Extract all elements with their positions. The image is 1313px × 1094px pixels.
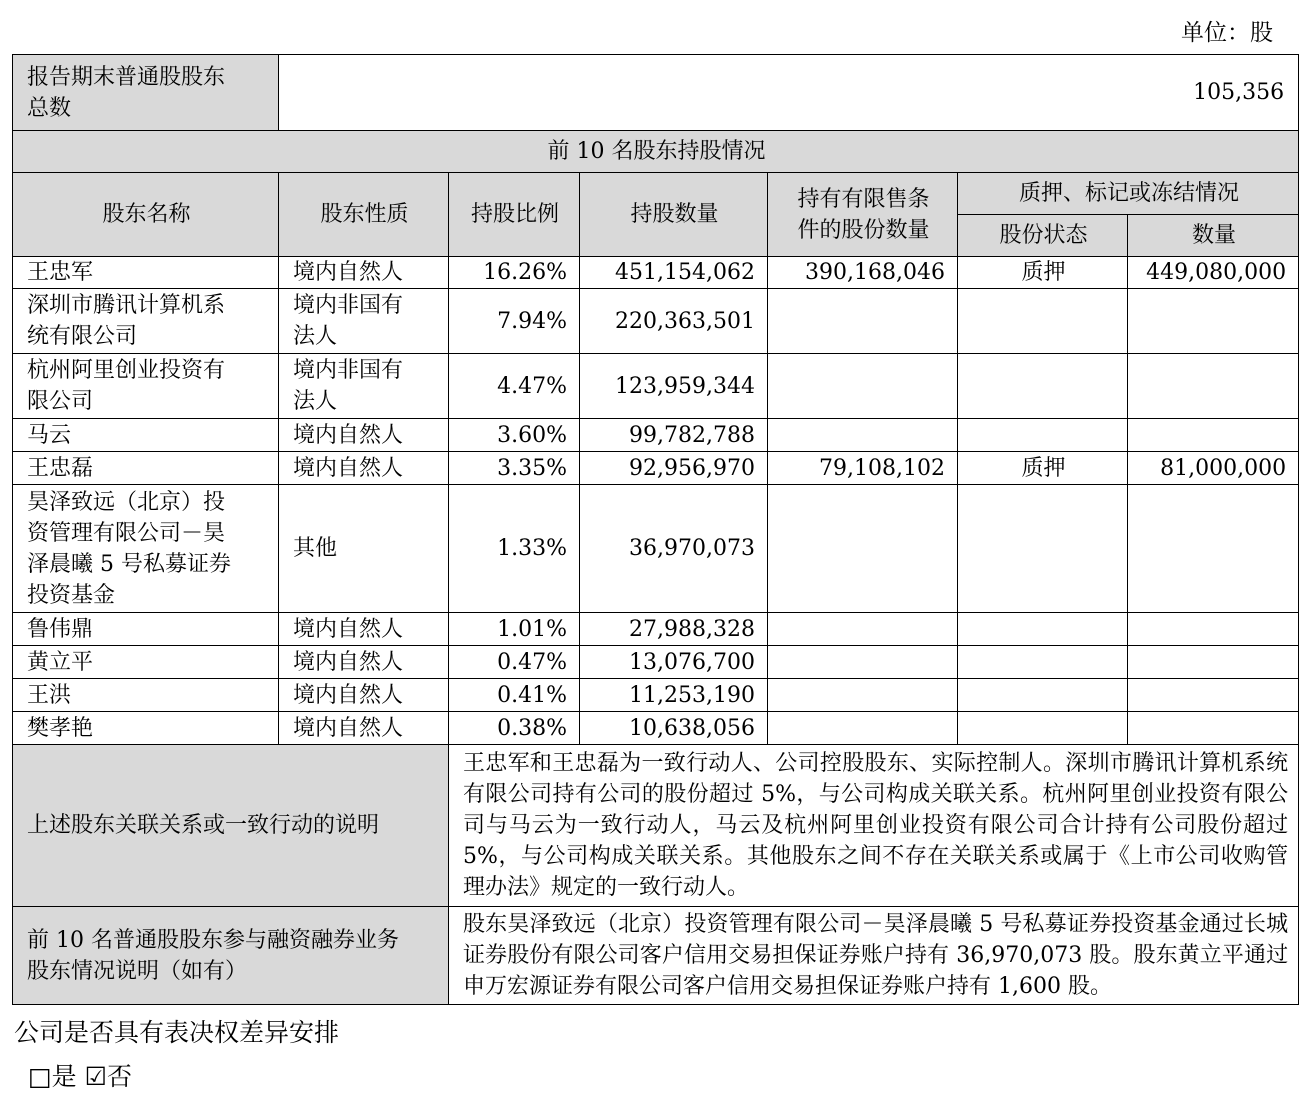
shareholder-row (13, 485, 1299, 613)
pledge-status (958, 419, 1128, 452)
shareholder-name: 鲁伟鼎 (13, 613, 279, 646)
pledge-status (958, 613, 1128, 646)
shareholding-quantity: 451,154,062 (580, 257, 768, 289)
relation-note-label: 上述股东关联关系或一致行动的说明 (13, 745, 449, 907)
shareholding-ratio: 16.26% (449, 257, 580, 289)
pledge-quantity (1128, 289, 1299, 354)
pledge-quantity (1128, 419, 1299, 452)
shareholder-name: 昊泽致远（北京）投 资管理有限公司－昊 泽晨曦 5 号私募证券 投资基金 (13, 485, 279, 613)
shareholding-ratio: 3.35% (449, 452, 580, 485)
pledge-status (958, 712, 1128, 745)
shareholder-nature: 境内自然人 (279, 712, 449, 745)
header-pledge-qty: 数量 (1128, 215, 1299, 257)
restricted-quantity (768, 354, 958, 419)
voting-rights-options: □是 ☑否 (28, 1062, 132, 1091)
shareholder-nature: 境内非国有 法人 (279, 289, 449, 354)
shareholding-quantity: 220,363,501 (580, 289, 768, 354)
pledge-status: 质押 (958, 452, 1128, 485)
shareholder-nature: 境内自然人 (279, 419, 449, 452)
restricted-quantity (768, 419, 958, 452)
restricted-quantity (768, 646, 958, 679)
pledge-quantity (1128, 354, 1299, 419)
pledge-status (958, 289, 1128, 354)
shareholder-name: 深圳市腾讯计算机系 统有限公司 (13, 289, 279, 354)
shareholding-ratio: 1.33% (449, 485, 580, 613)
shareholding-quantity: 92,956,970 (580, 452, 768, 485)
pledge-quantity (1128, 646, 1299, 679)
shareholding-ratio: 3.60% (449, 419, 580, 452)
total-shareholders-value: 105,356 (279, 55, 1299, 131)
shareholding-quantity: 27,988,328 (580, 613, 768, 646)
header-ratio: 持股比例 (449, 173, 580, 257)
total-shareholders-row (13, 55, 1299, 131)
restricted-quantity: 390,168,046 (768, 257, 958, 289)
shareholder-name: 黄立平 (13, 646, 279, 679)
shareholder-row (13, 257, 1299, 289)
relation-note-text: 王忠军和王忠磊为一致行动人、公司控股股东、实际控制人。深圳市腾讯计算机系统有限公司持有公司的股份超过 5%，与公司构成关联关系。杭州阿里创业投资有限公司与马云为一致行动人，马云及杭州阿里创业投资有限公司合计持有公司股份超过 5%，与公司构成关联关系。其他股东之间不存在关联关系或属于《上市公司收购管理办法》规定的一致行动人。 (449, 745, 1299, 907)
shareholder-nature: 境内自然人 (279, 452, 449, 485)
shareholding-ratio: 1.01% (449, 613, 580, 646)
pledge-status (958, 679, 1128, 712)
shareholder-nature: 其他 (279, 485, 449, 613)
shareholder-row (13, 613, 1299, 646)
pledge-status (958, 354, 1128, 419)
shareholder-row (13, 452, 1299, 485)
shareholder-name: 马云 (13, 419, 279, 452)
shareholding-quantity: 11,253,190 (580, 679, 768, 712)
restricted-quantity (768, 289, 958, 354)
shareholding-quantity: 99,782,788 (580, 419, 768, 452)
header-quantity: 持股数量 (580, 173, 768, 257)
pledge-status (958, 485, 1128, 613)
margin-note-text: 股东昊泽致远（北京）投资管理有限公司－昊泽晨曦 5 号私募证券投资基金通过长城证券股份有限公司客户信用交易担保证券账户持有 36,970,073 股。股东黄立平通过申万宏源证券有限公司客户信用交易担保证券账户持有 1,600 股。 (449, 907, 1299, 1005)
shareholding-ratio: 7.94% (449, 289, 580, 354)
pledge-status: 质押 (958, 257, 1128, 289)
shareholder-name: 王洪 (13, 679, 279, 712)
header-pledge-status: 股份状态 (958, 215, 1128, 257)
shareholder-nature: 境内非国有 法人 (279, 354, 449, 419)
restricted-quantity (768, 613, 958, 646)
pledge-quantity (1128, 485, 1299, 613)
relation-note-row (13, 745, 1299, 907)
header-pledge-group: 质押、标记或冻结情况 (958, 173, 1299, 215)
header-nature: 股东性质 (279, 173, 449, 257)
unit-label: 单位：股 (1181, 20, 1273, 46)
pledge-quantity (1128, 712, 1299, 745)
shareholding-quantity: 36,970,073 (580, 485, 768, 613)
pledge-quantity (1128, 679, 1299, 712)
shareholder-row (13, 289, 1299, 354)
shareholding-ratio: 4.47% (449, 354, 580, 419)
shareholder-row (13, 646, 1299, 679)
header-row-1 (13, 173, 1299, 215)
shareholding-quantity: 123,959,344 (580, 354, 768, 419)
shareholding-ratio: 0.38% (449, 712, 580, 745)
shareholding-ratio: 0.47% (449, 646, 580, 679)
pledge-quantity: 81,000,000 (1128, 452, 1299, 485)
top10-title: 前 10 名股东持股情况 (13, 131, 1299, 173)
header-name: 股东名称 (13, 173, 279, 257)
header-restricted: 持有有限售条 件的股份数量 (768, 173, 958, 257)
shareholder-nature: 境内自然人 (279, 646, 449, 679)
pledge-quantity (1128, 613, 1299, 646)
shareholder-nature: 境内自然人 (279, 257, 449, 289)
shareholder-name: 王忠军 (13, 257, 279, 289)
shareholding-quantity: 13,076,700 (580, 646, 768, 679)
margin-note-label: 前 10 名普通股股东参与融资融券业务 股东情况说明（如有） (13, 907, 449, 1005)
shareholding-quantity: 10,638,056 (580, 712, 768, 745)
shareholder-nature: 境内自然人 (279, 679, 449, 712)
margin-note-row (13, 907, 1299, 1005)
top10-title-row (13, 131, 1299, 173)
shareholder-row (13, 712, 1299, 745)
shareholder-row (13, 419, 1299, 452)
total-shareholders-label: 报告期末普通股股东 总数 (13, 55, 279, 131)
shareholder-name: 樊孝艳 (13, 712, 279, 745)
restricted-quantity: 79,108,102 (768, 452, 958, 485)
shareholder-nature: 境内自然人 (279, 613, 449, 646)
shareholder-name: 杭州阿里创业投资有 限公司 (13, 354, 279, 419)
pledge-quantity: 449,080,000 (1128, 257, 1299, 289)
shareholder-row (13, 679, 1299, 712)
shareholder-row (13, 354, 1299, 419)
restricted-quantity (768, 679, 958, 712)
restricted-quantity (768, 485, 958, 613)
voting-rights-question: 公司是否具有表决权差异安排 (14, 1018, 340, 1047)
shareholder-table (12, 54, 1299, 1005)
shareholder-name: 王忠磊 (13, 452, 279, 485)
pledge-status (958, 646, 1128, 679)
shareholding-ratio: 0.41% (449, 679, 580, 712)
restricted-quantity (768, 712, 958, 745)
